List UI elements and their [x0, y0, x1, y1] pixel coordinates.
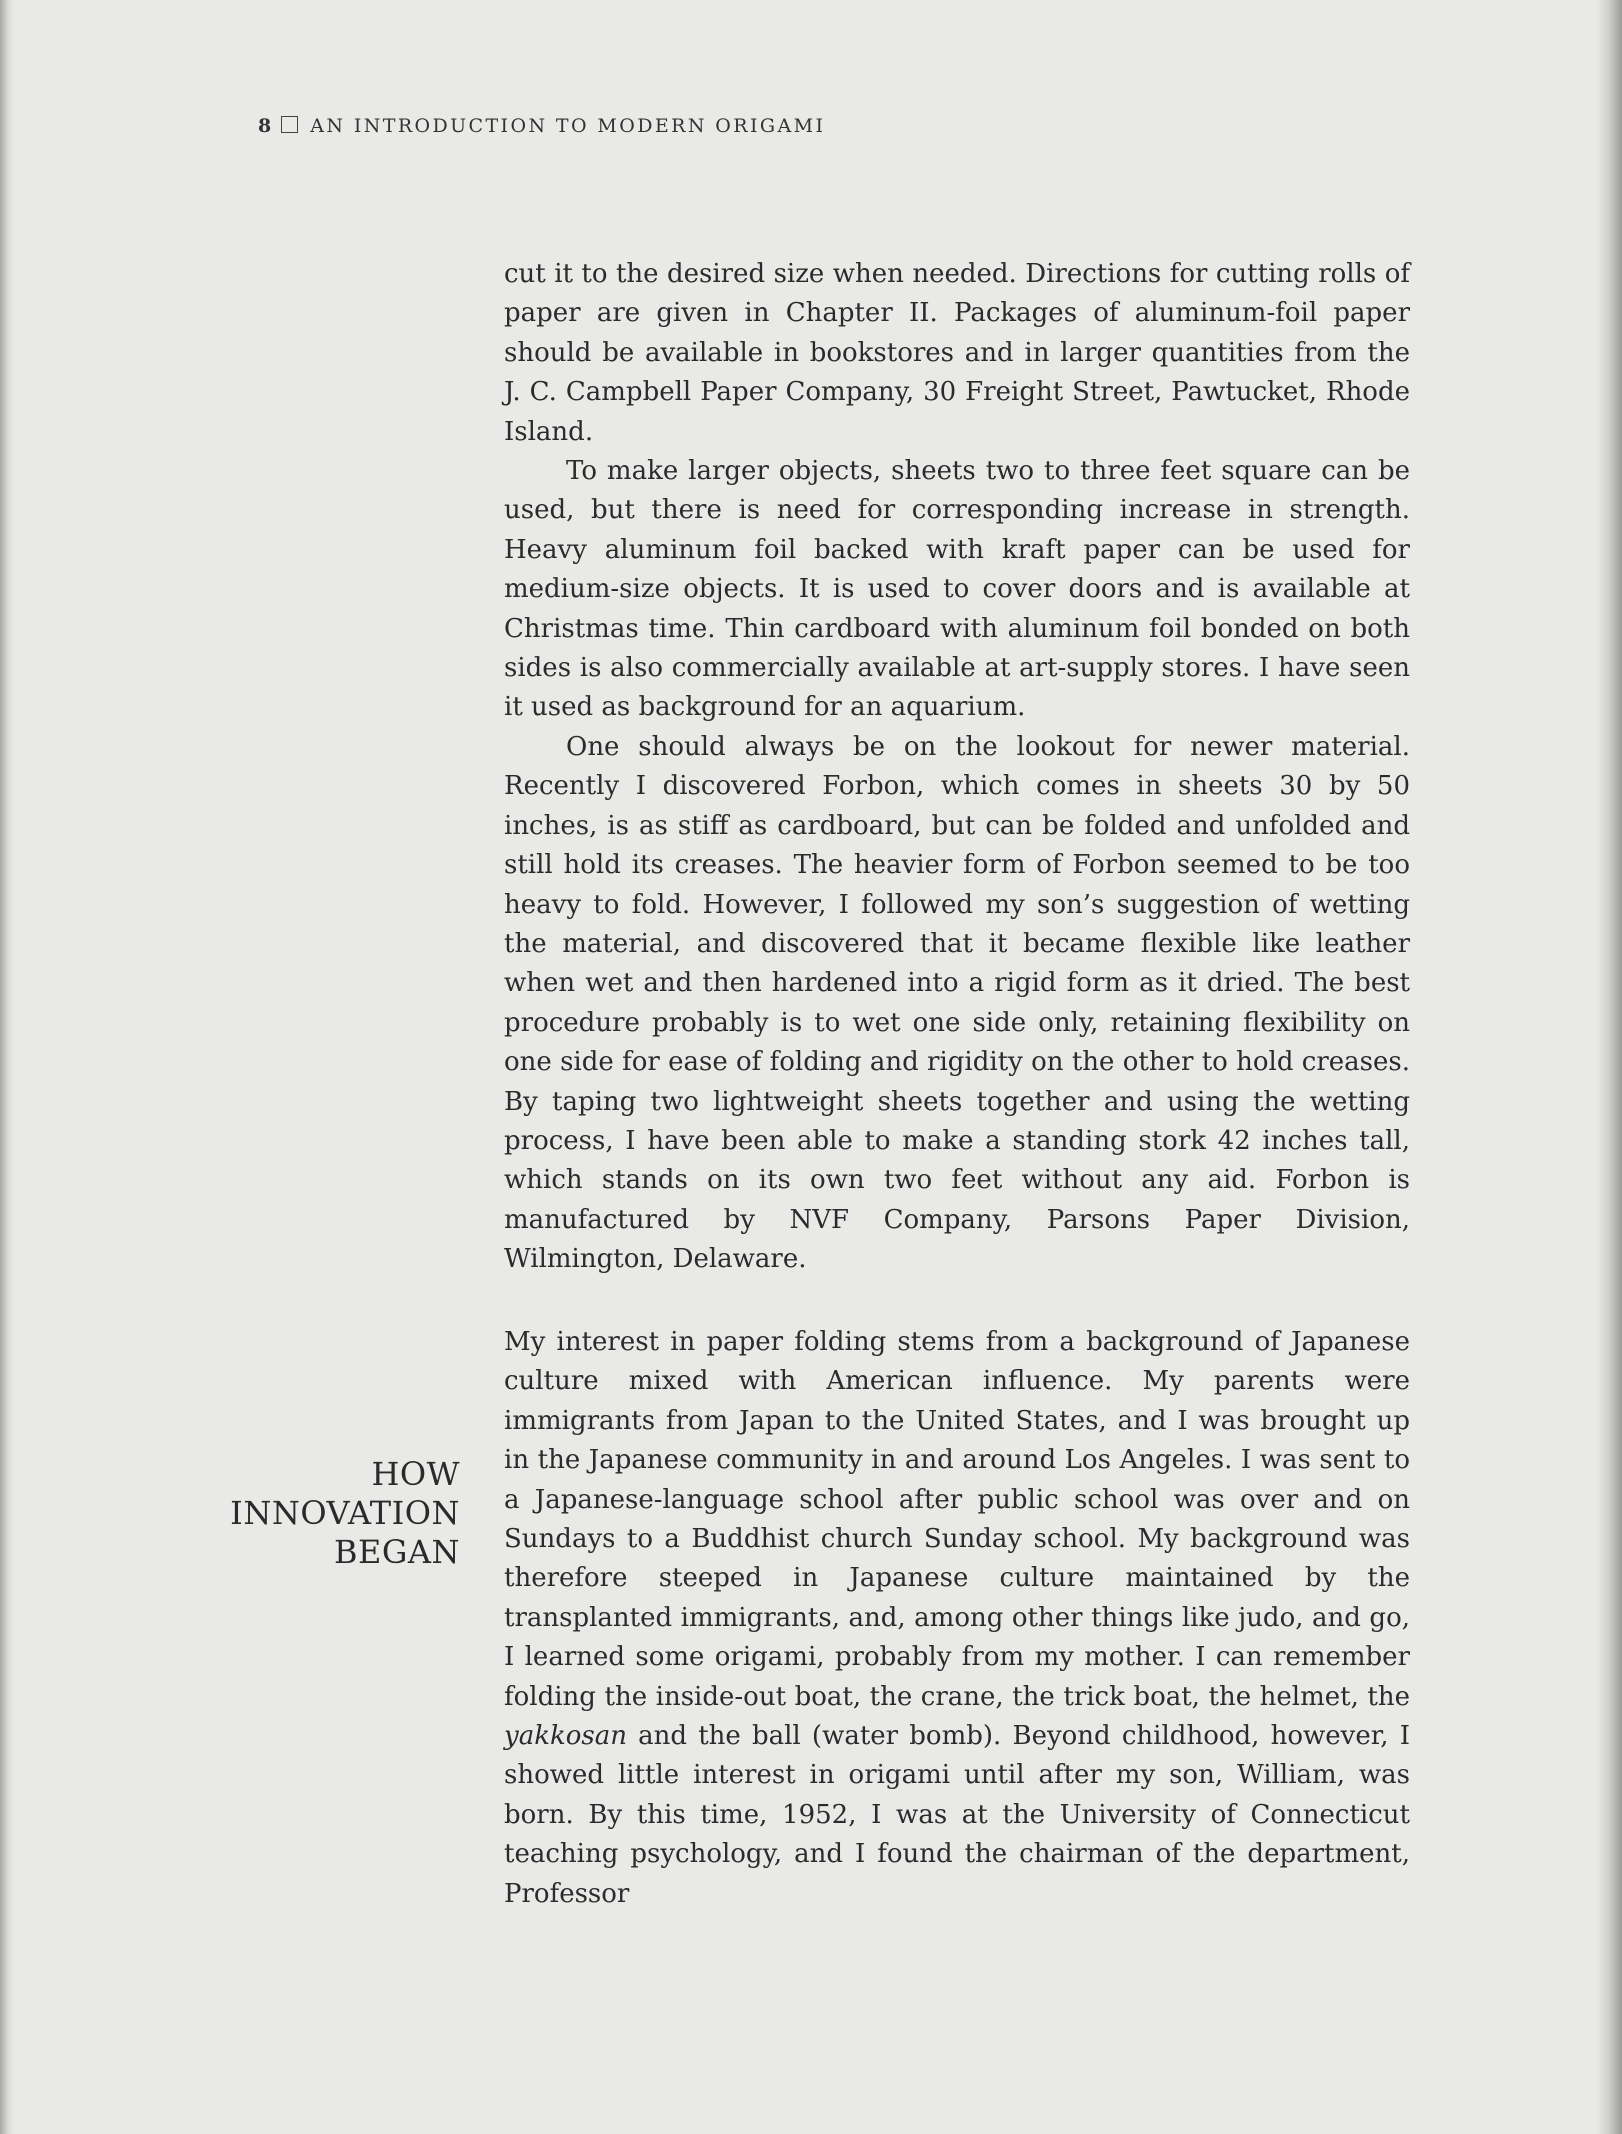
- paragraph: One should always be on the lookout for newer material. Recently I discovered Forbon, which comes in sheets 30 by 50 inches, is as stiff as cardboard, but can be folded and unfolded and still hold its creases. The heavier form of Forbon seemed to be too heavy to fold. However, I followed my son’s suggestion of wetting the material, and discovered that it became flexible like leather when wet and then hardened into a rigid form as it dried. The best procedure probably is to wet one side only, retaining flexibility on one side for ease of folding and rigidity on the other to hold creases. By taping two lightweight sheets together and using the wetting process, I have been able to make a standing stork 42 inches tall, which stands on its own two feet without any aid. Forbon is manufactured by NVF Company, Parsons Paper Division, Wilmington, Delaware.: [504, 731, 1410, 1275]
- scan-left-edge: [0, 0, 14, 2134]
- scan-right-edge: [1596, 0, 1622, 2134]
- paragraph: To make larger objects, sheets two to three feet square can be used, but there is need for corresponding increase in strength. Heavy aluminum foil backed with kraft paper can be used for medium-size objects. It is used to cover doors and is available at Christmas time. Thin cardboard with aluminum foil bonded on both sides is also commercially available at art-supply stores. I have seen it used as background for an aquarium.: [504, 456, 1410, 723]
- section-heading-line: BEGAN: [333, 1533, 460, 1571]
- paragraph-text: and the ball (water bomb). Beyond childhood, however, I showed little interest in origami until after my son, William, was born. By this time, 1952, I was at the University of Connecticut teaching psychology, and I found the chairman of the department, Professor: [504, 1721, 1410, 1909]
- book-title: AN INTRODUCTION TO MODERN ORIGAMI: [310, 115, 826, 137]
- text-block-how-innovation-began: [504, 1323, 1410, 1914]
- paragraph: cut it to the desired size when needed. Directions for cutting rolls of paper are given in Chapter II. Packages of aluminum-foil paper should be available in bookstores and in larger quantities from the J. C. Campbell Paper Company, 30 Freight Street, Pawtucket, Rhode Island.: [504, 259, 1410, 447]
- section-heading: [180, 1455, 460, 1572]
- square-ornament-icon: [281, 116, 298, 133]
- text-block-materials: [504, 255, 1410, 1280]
- page-number: 8: [258, 115, 272, 137]
- running-head: [258, 115, 825, 137]
- paragraph: [504, 1323, 1410, 1914]
- italic-term: yakkosan: [504, 1721, 627, 1752]
- section-heading-line: HOW: [371, 1455, 460, 1493]
- paragraph-text: My interest in paper folding stems from a background of Japanese culture mixed with American influence. My parents were immigrants from Japan to the United States, and I was brought up in the Japanese community in and around Los Angeles. I was sent to a Japanese-language school after public school was over and on Sundays to a Buddhist church Sunday school. My background was therefore steeped in Japanese culture maintained by the transplanted immigrants, and, among other things like judo, and go, I learned some origami, probably from my mother. I can remember folding the inside-out boat, the crane, the trick boat, the helmet, the: [504, 1327, 1410, 1712]
- section-heading-line: INNOVATION: [230, 1494, 460, 1532]
